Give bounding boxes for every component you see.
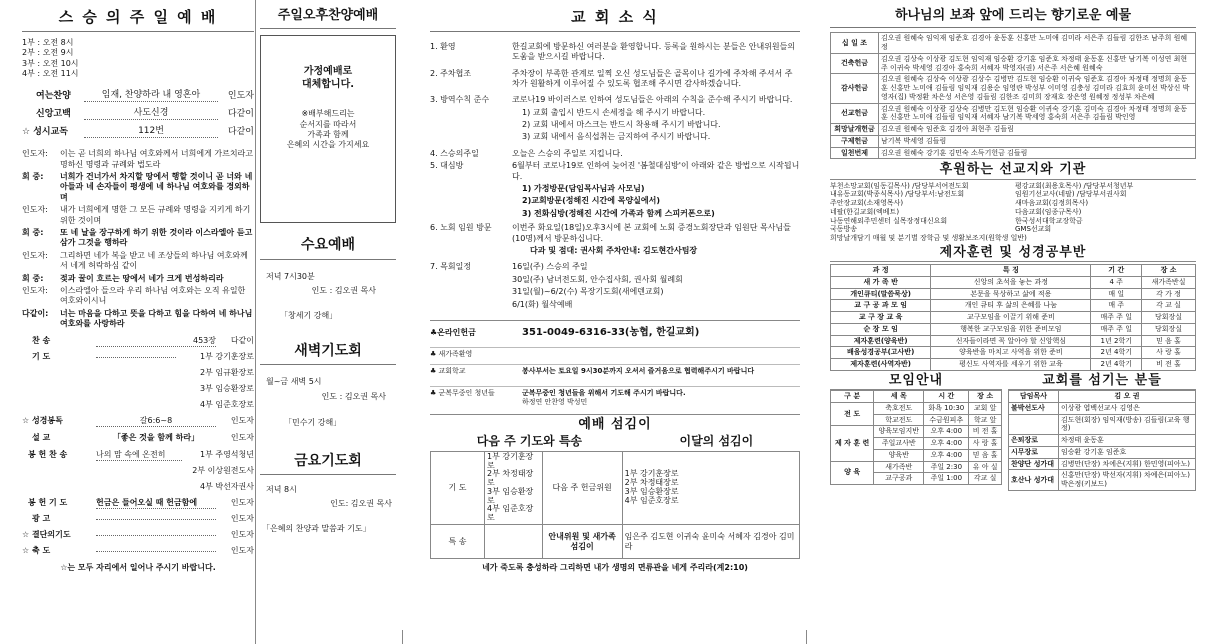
- order-who: 1부 주영석청년: [199, 450, 254, 460]
- reading-text: 너희가 건너가서 차지할 땅에서 행할 것이니 곧 너와 네 아들과 네 손자들이 평생에 네 하나님 여호와를 경외하며: [60, 172, 253, 202]
- offering-row: [831, 33, 1196, 54]
- reading-text: 내가 너희에게 명한 그 모든 규례와 명령을 지키게 하기 위한 것이며: [60, 205, 251, 225]
- mission-item: 새마음교회(김정희목사): [1015, 199, 1089, 207]
- meetings: [830, 373, 1002, 491]
- news-label: 2. 주차협조: [430, 68, 472, 78]
- server-label: 시무장로: [1009, 446, 1059, 458]
- server-label: 호산나 성가대: [1009, 470, 1059, 491]
- order-row: [22, 87, 254, 105]
- server-label: 은퇴장로: [1009, 435, 1059, 447]
- training-cell: 제자훈련(사역자반): [831, 359, 931, 371]
- wednesday-title: 수요예배: [260, 237, 396, 260]
- afternoon-title: 주일오후찬양예배: [260, 6, 396, 29]
- meeting-cell: 제 자 훈 련: [831, 426, 874, 461]
- reading-speaker: 회 중:: [22, 228, 44, 238]
- bible-verse: 네가 죽도록 충성하라 그리하면 내가 생명의 면류관을 네게 주리라(계2:10): [482, 563, 748, 573]
- training-cell: 2년 4학기: [1091, 347, 1142, 359]
- offering-type: 일천번제: [831, 147, 879, 159]
- dawn-title: 새벽기도회: [260, 343, 396, 366]
- reading-text: 이스라엘아 들으라 우리 하나님 여호와는 오직 유일한 여호와이시니: [60, 286, 246, 306]
- offering-names: 김오권 원혜숙 임익재 임준호 김경아 윤동훈 신홍만 노미애 김미라 서은주 김들림 김한조 남주희 원혜정: [879, 33, 1196, 54]
- mission-item: 네팔(한길교회(엑베트): [830, 207, 900, 216]
- reading-speaker: 회 중:: [22, 172, 44, 182]
- online-value: 351-0049-6316-33(농협, 한길교회): [522, 326, 700, 338]
- news-text: 오늘은 스승의 주일로 지킵니다.: [512, 148, 623, 158]
- servers-table: [1008, 390, 1196, 491]
- offering-names: 김오권 김상숙 이상광 김도현 임익재 임승환 강기훈 임준호 차정태 윤동훈 신홍만 남기복 이성연 최현주 이귀숙 박세영 김경아 홍숙희 서혜자 박영자(권) 서은주 서은혜 원혜숙: [879, 53, 1196, 74]
- worship-opening: [22, 87, 254, 141]
- army-names: 하정연 안찬영 박성민: [522, 397, 588, 406]
- news-text: 3) 전화심방(정해진 시간에 가족과 함께 스피커폰으로): [522, 208, 715, 218]
- news-label: 5. 대심방: [430, 161, 464, 171]
- next-title: 다음 주 기도와 특송: [476, 433, 583, 448]
- mission-item: 임원기선교사(네팔) /담당부서권사회: [1015, 190, 1127, 199]
- server-value: 임승환 강기훈 임준호: [1059, 446, 1196, 458]
- training-cell: 매 주: [1091, 300, 1142, 312]
- serve-section: [430, 414, 800, 573]
- order-label: 설 교: [32, 433, 51, 443]
- news-text: 6/1(화) 월삭예배: [512, 299, 573, 309]
- note3: 가족과 함께: [307, 130, 349, 140]
- meeting-cell: 주일교사반: [874, 438, 924, 450]
- order-who: 인도자: [230, 530, 254, 540]
- afternoon-box: [260, 35, 396, 223]
- prayer-item: 3부 임승환장로: [487, 486, 534, 505]
- training-cell: 양육반을 마치고 사역을 위한 준비: [931, 347, 1091, 359]
- training-cell: 행복한 교구모임을 위한 준비모임: [931, 323, 1091, 335]
- bottom-section: [830, 373, 1196, 491]
- training-head: 기 간: [1091, 265, 1142, 277]
- family-line2: 대체합니다.: [301, 78, 355, 90]
- standing-note: ☆는 모두 자리에서 일어나 주시기 바랍니다.: [60, 562, 216, 572]
- missions-list: [830, 182, 1196, 235]
- time-3: 3부 : 오전 10시: [22, 58, 79, 68]
- meeting-cell: 사 랑 홀: [969, 438, 1002, 450]
- training-cell: 교 구 장 교 육: [831, 312, 931, 324]
- order-who: 인도자: [227, 90, 254, 101]
- worship-order: [22, 334, 254, 560]
- order-value: 헌금은 들어오실 때 헌금함에: [96, 498, 216, 509]
- news-label: 1. 환영: [430, 41, 456, 51]
- meeting-cell: 각교 실: [969, 473, 1002, 485]
- meeting-cell: 유 아 실: [969, 461, 1002, 473]
- meeting-cell: 교회 앞: [969, 402, 1002, 414]
- news-title: 교 회 소 식: [430, 6, 800, 32]
- news-text: 2)교회방문(정해진 시간에 목양실에서): [522, 196, 661, 206]
- meeting-cell: 교구공과: [874, 473, 924, 485]
- training-cell: 배움성경공부(고사반): [831, 347, 931, 359]
- server-label: 불박선도사: [1009, 402, 1059, 414]
- offering-type: 감사헌금: [831, 74, 879, 103]
- reading-line: [22, 205, 254, 226]
- reading-line: [22, 286, 254, 307]
- wed-leader: 인도 : 김오권 목사: [311, 286, 376, 296]
- worship-title: 스 승 의 주 일 예 배: [22, 6, 254, 32]
- training-cell: 평신도 사역자를 세우기 위한 교육: [931, 359, 1091, 371]
- training-row: [831, 335, 1196, 347]
- training-cell: 비 전 홀: [1142, 359, 1196, 371]
- order-label: 찬 송: [32, 336, 51, 346]
- training-row: [831, 300, 1196, 312]
- offering-list: [622, 451, 799, 524]
- reading-text: 너는 마음을 다하고 뜻을 다하고 힘을 다하여 네 하나님 여호와를 사랑하라: [60, 308, 253, 329]
- special-value: [485, 525, 543, 559]
- offering-type: 구제헌금: [831, 135, 879, 147]
- mission-item: 국동방송: [830, 225, 858, 234]
- order-value: 4부 임준호장로: [199, 400, 254, 410]
- reading-speaker: 인도자:: [22, 205, 48, 215]
- time-2: 2부 : 오전 9시: [22, 48, 74, 58]
- online-offering: [430, 320, 800, 407]
- training-row: [831, 276, 1196, 288]
- reading-text: 젖과 꿀이 흐르는 땅에서 네가 크게 번성하리라: [60, 273, 224, 283]
- time-4: 4부 : 오전 11시: [22, 68, 79, 78]
- order-who: 다같이: [227, 108, 254, 119]
- server-label: 찬양단 성가대: [1009, 458, 1059, 470]
- offering-names: 김오권 원혜숙 임준호 김경아 최현주 김들림: [879, 124, 1196, 136]
- news-text: 한길교회에 방문하신 여러분을 환영합니다. 등록을 원하시는 분들은 안내위원들의 도움을 받으시길 바랍니다.: [512, 41, 796, 62]
- order-label: ☆ 결단의기도: [22, 530, 71, 540]
- training-cell: 새가족반실: [1142, 276, 1196, 288]
- newcomer-label: ♣ 새가족환영: [430, 347, 800, 359]
- order-who: 인도자: [230, 514, 254, 524]
- meeting-cell: 주일 2:30: [924, 461, 969, 473]
- news-text: 6월부터 코로나19로 인하여 늦어진 '봄철대심방'이 아래와 같은 방법으로 시작됩니다.: [512, 161, 800, 181]
- reading-speaker: 인도자:: [22, 149, 48, 159]
- order-label: 여는찬양: [36, 90, 71, 101]
- training-cell: 본문을 묵상하고 삶에 적용: [931, 288, 1091, 300]
- reading-line: [22, 228, 254, 249]
- offering-names: 김오권 원혜숙 이상광 김상숙 김병만 김도현 임승환 이귀숙 강기훈 김미숙 김경아 차정태 정명희 윤동훈 신홍만 노미애 김들림 임익재 서혜자 남기복 박세영 홍숙희 서은주 김들림 박인영: [879, 103, 1196, 124]
- news-text: 2) 교회 내에서 마스크는 반드시 착용해 주시기 바랍니다.: [522, 120, 721, 130]
- reading-speaker: 다같이:: [22, 308, 49, 318]
- news-text: 1) 교회 출입시 반드시 손세정을 해 주시기 바랍니다.: [522, 107, 706, 117]
- order-value: 사도신경: [84, 108, 218, 120]
- meeting-cell: 믿 음 홀: [969, 449, 1002, 461]
- servers-title: 교회를 섬기는 분들: [1008, 373, 1196, 390]
- wed-time: 저녁 7시30분: [266, 271, 315, 281]
- mission-item: GMS선교회: [1015, 225, 1052, 234]
- training-cell: 당회장실: [1142, 312, 1196, 324]
- reading-speaker: 회 중:: [22, 273, 44, 283]
- server-value: 김도현(회장) 임익재(방송) 김들림(교육 행정): [1059, 414, 1196, 435]
- reading-line: [22, 172, 254, 203]
- sermon-title: 「좋은 것을 함께 하라」: [112, 433, 200, 443]
- missions-right: [1015, 182, 1196, 235]
- guide-label: 안내위원 및 새가족섬김이: [542, 525, 622, 559]
- training-cell: 제자훈련(양육반): [831, 335, 931, 347]
- serve-title: 예배 섬김이: [578, 417, 652, 433]
- training-row: [831, 347, 1196, 359]
- offering-item: 1부 강기훈장로: [624, 469, 679, 479]
- training-cell: 각 가 정: [1142, 288, 1196, 300]
- news-text: 30일(주) 남녀전도회, 안수집사회, 권사회 월례회: [512, 274, 683, 284]
- reading-line: [22, 149, 254, 170]
- order-label: 광 고: [32, 514, 51, 524]
- edu-label: ♣ 교회학교: [430, 367, 466, 376]
- news-list: [430, 42, 800, 310]
- training-cell: 교구모임을 이끌기 위해 준비: [931, 312, 1091, 324]
- meeting-head: 장 소: [969, 391, 1002, 403]
- training-cell: 새 가 족 반: [831, 276, 931, 288]
- mission-item: 다음교회(임종규목사): [1015, 207, 1082, 216]
- news-label: 7. 목회일정: [430, 262, 472, 272]
- news-label: 4. 스승의주일: [430, 148, 479, 158]
- mission-item: 평강교회(최용호목사) /담당부서청년부: [1015, 181, 1134, 190]
- prayer-list: [485, 451, 543, 524]
- meeting-cell: 주일 1:00: [924, 473, 969, 485]
- fri-sermon: 「은혜의 찬양과 말씀과 기도」: [262, 523, 371, 533]
- order-who: 2부 이상원전도사: [192, 466, 254, 476]
- special-label: 특 송: [431, 525, 485, 559]
- order-value: 나의 맘 속에 온전히: [96, 450, 182, 461]
- training-title: 제자훈련 및 성경공부반: [830, 245, 1196, 262]
- server-value: 이상광 엽백선교사 김영은: [1059, 402, 1196, 414]
- offering-type: 십 일 조: [831, 33, 879, 54]
- meeting-cell: 양육모임지반: [874, 426, 924, 438]
- training-row: [831, 312, 1196, 324]
- training-row: [831, 323, 1196, 335]
- column-divider-1: [255, 0, 256, 644]
- prayer-label: 기 도: [431, 451, 485, 524]
- order-value: 임재, 찬양하라 내 영혼아: [84, 90, 218, 102]
- meeting-cell: 축호전도: [874, 402, 924, 414]
- order-value: 1부 강기훈장로: [199, 352, 254, 362]
- training-cell: 신앙의 초석을 놓는 과정: [931, 276, 1091, 288]
- month-title: 이달의 섬김이: [679, 433, 754, 448]
- training-cell: 매 일: [1091, 288, 1142, 300]
- server-value: 김병만(단장) 차에은(지휘) 한민영(피아노): [1059, 458, 1196, 470]
- dawn-time: 월~금 새벽 5시: [266, 377, 322, 387]
- news-text: 주차장이 부족한 관계로 일찍 오신 성도님들은 골목이나 길가에 주차해 주셔서 주차가 원활하게 이루어질 수 있도록 협조해 주시면 감사하겠습니다.: [512, 68, 793, 88]
- meeting-cell: 학교전도: [874, 414, 924, 426]
- training-cell: 순 장 모 임: [831, 323, 931, 335]
- meeting-cell: 오후 4:00: [924, 449, 969, 461]
- reading-line: [22, 251, 254, 272]
- order-label: 기 도: [32, 352, 51, 362]
- offering-item: 2부 차정태장로: [624, 478, 679, 488]
- server-value: 차정태 윤동훈: [1059, 435, 1196, 447]
- offering-row: [831, 147, 1196, 159]
- offering-names: 김오권 원혜숙 강기훈 김민숙 소득기헌금 김들림: [879, 147, 1196, 159]
- offering-names: 김오권 원혜숙 김상숙 이상광 김상수 김병만 김도현 임승환 이귀숙 임준호 김경아 차정태 정명희 윤동훈 신홍만 노미애 김들림 임익재 김용순 임영란 박성부 이미영 김충성 김미라 김효희 윤미선 박상신 박영자(집) 박정환 차은성 서은영 김들림 김한조 김미희 장재호 장은영 원혜정 정성부 차은혜: [879, 74, 1196, 103]
- reading-speaker: 인도자:: [22, 250, 48, 260]
- news-text: 31일(월)~6/2(수) 목장기도회(새에덴교회): [512, 287, 664, 297]
- mission-item: 내유동교회(박종식목사) /담당부서:남전도회: [830, 190, 965, 199]
- offering-row: [831, 103, 1196, 124]
- meeting-cell: 학교 앞: [969, 414, 1002, 426]
- order-who: 다같이: [227, 126, 254, 137]
- training-cell: 2년 4학기: [1091, 359, 1142, 371]
- order-who: 인도자: [230, 498, 254, 508]
- missions-title: 후원하는 선교지와 기관: [830, 162, 1196, 179]
- dawn-sermon: 「민수기 강해」: [284, 418, 342, 428]
- offerings-table: [830, 32, 1196, 159]
- training-cell: 개인큐티(말씀묵상): [831, 288, 931, 300]
- army-label: ♣ 군복무중인 청년들: [430, 388, 495, 397]
- mission-item: 한국성서대학교장학금: [1015, 216, 1083, 225]
- note2: 순서지를 따라서: [299, 119, 357, 129]
- training-cell: 믿 음 홀: [1142, 335, 1196, 347]
- online-label: ♣온라인헌금: [430, 328, 476, 337]
- reading-line: [22, 309, 254, 330]
- missions-footer: 희망날개담기 매월 및 분기별 장학금 및 생활보조지(원학생 일반): [830, 234, 1027, 242]
- note4: 은혜의 시간을 가지세요: [286, 140, 370, 150]
- mission-item: 나동연해외주민센터 실목장정대신요회: [830, 216, 948, 225]
- offering-label: 다음 주 헌금위원: [542, 451, 622, 524]
- offering-names: 남기복 박세영 김들림: [879, 135, 1196, 147]
- responsive-reading: [22, 149, 254, 329]
- news-text: 16일(주) 스승의 주일: [512, 262, 588, 272]
- note1: ※배부해드리는: [301, 109, 355, 119]
- meeting-cell: 화욕 10:30: [924, 402, 969, 414]
- order-who: 4부 박선자권사: [199, 482, 254, 492]
- column-divider-2: [402, 630, 403, 644]
- training-head: 장 소: [1142, 265, 1196, 277]
- offering-type: 건축헌금: [831, 53, 879, 74]
- order-who: 인도자: [230, 546, 254, 556]
- order-label: ☆ 성경봉독: [22, 416, 63, 426]
- guide-people: 임은주 김도현 이귀숙 윤미숙 서혜자 김경아 김미라: [622, 525, 799, 559]
- offering-item: 3부 임승환장로: [624, 486, 679, 496]
- order-value: 453장: [96, 336, 216, 347]
- training-table: [830, 264, 1196, 371]
- training-cell: 각 교 실: [1142, 300, 1196, 312]
- reading-text: 그리하면 네가 복을 받고 네 조상들의 하나님 여호와께서 네게 허락하심 같이: [60, 250, 248, 271]
- meeting-head: 구 분: [831, 391, 874, 403]
- training-cell: 신자들이라면 꼭 알아야 할 신앙핵심: [931, 335, 1091, 347]
- offering-row: [831, 124, 1196, 136]
- order-value: 112번: [84, 126, 218, 138]
- offering-row: [831, 74, 1196, 103]
- training-head: 과 정: [831, 265, 931, 277]
- mission-item: 부천소망교회(임동길목사) /담당부서여전도회: [830, 181, 969, 190]
- order-label: 봉 헌 찬 송: [28, 450, 68, 460]
- training-cell: 사 랑 홀: [1142, 347, 1196, 359]
- meeting-cell: 오후 4:00: [924, 426, 969, 438]
- news-text: 3) 교회 내에서 음식섭취는 금지하여 주시기 바랍니다.: [522, 132, 711, 142]
- wed-sermon: 「창세기 강해」: [280, 310, 338, 320]
- order-who: 인도자: [230, 416, 254, 426]
- meeting-cell: 비 전 홀: [969, 426, 1002, 438]
- order-row: [22, 123, 254, 141]
- order-value: 2부 임규환장로: [199, 368, 254, 378]
- dawn-leader: 인도 : 김오권 목사: [321, 391, 386, 401]
- offering-type: 희망날개헌금: [831, 124, 879, 136]
- column-news: [430, 6, 800, 573]
- server-head: 담임목사: [1009, 391, 1059, 403]
- meeting-head: 시 간: [924, 391, 969, 403]
- meeting-cell: 양 육: [831, 461, 874, 485]
- order-row: [22, 105, 254, 123]
- training-cell: 당회장실: [1142, 323, 1196, 335]
- reading-speaker: 인도자:: [22, 286, 48, 295]
- reading-line: [22, 274, 254, 284]
- time-1: 1부 : 오전 8시: [22, 37, 74, 47]
- training-cell: 4 주: [1091, 276, 1142, 288]
- training-cell: 매주 주 일: [1091, 312, 1142, 324]
- meeting-cell: 오후 4:00: [924, 438, 969, 450]
- training-cell: 1년 2학기: [1091, 335, 1142, 347]
- column-services: [260, 6, 396, 534]
- offering-row: [831, 135, 1196, 147]
- order-label: 봉 헌 기 도: [28, 498, 68, 508]
- prayer-item: 4부 임준호장로: [487, 504, 534, 523]
- meeting-cell: 새가족반: [874, 461, 924, 473]
- meeting-cell: 양육반: [874, 449, 924, 461]
- family-line1: 가정예배로: [303, 66, 353, 78]
- training-cell: 교 구 공 과 모 임: [831, 300, 931, 312]
- meeting-cell: 전 도: [831, 402, 874, 426]
- training-row: [831, 288, 1196, 300]
- order-label: ☆ 성시교독: [22, 126, 68, 137]
- meeting-cell: 수금원피추: [924, 414, 969, 426]
- news-text: 이번주 화요일(18일)오후3시에 본 교회에 노회 증경노회장단과 임원단 목사님들(10명)께서 방문하십니다.: [512, 223, 791, 243]
- training-cell: 개인 큐티 후 삶의 은혜를 나눔: [931, 300, 1091, 312]
- fri-time: 저녁 8시: [266, 485, 297, 495]
- reading-text: 또 네 날을 장구하게 하기 위한 것이라 이스라엘아 듣고 삼가 그것을 행하라: [60, 228, 253, 248]
- server-label: [1009, 414, 1059, 435]
- order-label: 신앙고백: [36, 108, 71, 119]
- offering-row: [831, 53, 1196, 74]
- training-row: [831, 359, 1196, 371]
- column-offerings: [830, 6, 1196, 491]
- news-text: 코로나19 바이러스로 인하여 성도님들은 아래의 수칙을 준수해 주시기 바랍니다.: [512, 95, 793, 105]
- friday-title: 금요기도회: [260, 453, 396, 476]
- meeting-head: 세 목: [874, 391, 924, 403]
- army-value: 군복무중인 청년들을 위해서 기도해 주시기 바랍니다.: [522, 388, 686, 397]
- offerings-title: 하나님의 보좌 앞에 드리는 향기로운 예물: [830, 6, 1196, 28]
- meetings-title: 모임안내: [830, 373, 1002, 390]
- news-label: 3. 방역수칙 준수: [430, 95, 490, 105]
- column-divider-3: [806, 630, 807, 644]
- news-text: 다과 및 점대: 권사회 주차안내: 김도현간사팀장: [530, 246, 698, 255]
- worship-times: [22, 38, 254, 80]
- reading-text: 이는 곧 너희의 하나님 여호와께서 너희에게 가르치라고 명하신 명령과 규례와 법도라: [60, 149, 253, 169]
- missions-left: [830, 182, 1011, 235]
- column-worship: [22, 6, 254, 573]
- offering-type: 선교헌금: [831, 103, 879, 124]
- order-who: 인도자: [230, 433, 254, 443]
- order-who: 다같이: [230, 336, 254, 346]
- server-value: 신홍만(단장) 박선자(지휘) 차예은(피아노) 박은정(키보드): [1059, 470, 1196, 491]
- server-head: 김 오 권: [1059, 391, 1196, 403]
- edu-value: 봉사부서는 토요일 9시30분까지 오셔서 즐거움으로 협력해주시기 바랍니다: [522, 367, 755, 376]
- offering-item: 4부 임준호장로: [624, 495, 679, 505]
- order-label: ☆ 축 도: [22, 546, 51, 556]
- prayer-item: 2부 차정태장로: [487, 469, 534, 488]
- prayer-item: 1부 강기훈장로: [487, 451, 534, 470]
- serve-table: [430, 451, 800, 559]
- order-value: 갈6:6~8: [96, 416, 216, 427]
- servers: [1008, 373, 1196, 491]
- news-label: 6. 노회 임원 방문: [430, 223, 492, 233]
- training-cell: 매주 주 일: [1091, 323, 1142, 335]
- fri-leader: 인도: 김오권 목사: [330, 499, 392, 509]
- news-text: 1) 가정방문(담임목사님과 사모님): [522, 184, 645, 194]
- order-value: 3부 임승환장로: [199, 384, 254, 394]
- training-head: 특 징: [931, 265, 1091, 277]
- mission-item: 주안장교회(소재영목사): [830, 199, 904, 207]
- meetings-table: [830, 390, 1002, 485]
